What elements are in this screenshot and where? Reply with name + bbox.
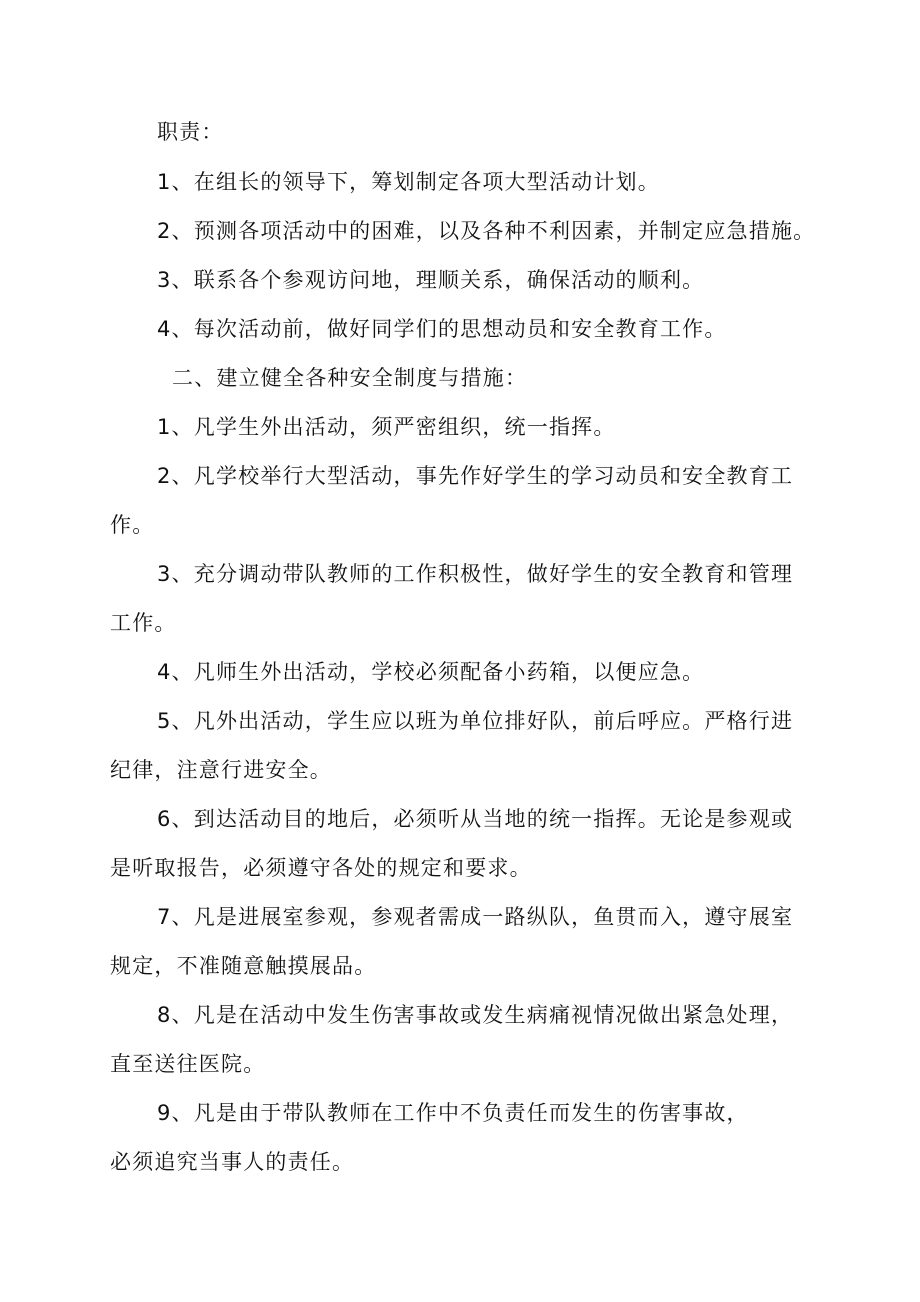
- paragraph-line: 8、凡是在活动中发生伤害事故或发生病痛视情况做出紧急处理，: [157, 1003, 794, 1027]
- paragraph-line: 规定，不准随意触摸展品。: [110, 954, 377, 978]
- paragraph-line: 3、联系各个参观访问地，理顺关系，确保活动的顺利。: [157, 268, 705, 292]
- paragraph-line: 1、在组长的领导下，筹划制定各项大型活动计划。: [157, 170, 660, 194]
- paragraph-line: 直至送往医院。: [110, 1052, 266, 1076]
- paragraph-line: 是听取报告，必须遵守各处的规定和要求。: [110, 856, 532, 880]
- paragraph-line: 4、每次活动前，做好同学们的思想动员和安全教育工作。: [157, 317, 727, 341]
- section-heading-duties: 职责：: [157, 120, 224, 144]
- paragraph-line: 4、凡师生外出活动，学校必须配备小药箱，以便应急。: [157, 660, 705, 684]
- paragraph-line: 7、凡是进展室参观，参观者需成一路纵队，鱼贯而入，遵守展室: [157, 905, 794, 929]
- paragraph-line: 必须追究当事人的责任。: [110, 1150, 355, 1174]
- paragraph-line: 作。: [110, 513, 155, 537]
- paragraph-line: 1、凡学生外出活动，须严密组织，统一指挥。: [157, 415, 616, 439]
- paragraph-line: 9、凡是由于带队教师在工作中不负责任而发生的伤害事故，: [157, 1101, 749, 1125]
- paragraph-line: 6、到达活动目的地后，必须听从当地的统一指挥。无论是参观或: [157, 807, 794, 831]
- paragraph-line: 工作。: [110, 611, 177, 635]
- paragraph-line: 3、充分调动带队教师的工作积极性，做好学生的安全教育和管理: [157, 562, 794, 586]
- paragraph-line: 2、凡学校举行大型活动，事先作好学生的学习动员和安全教育工: [157, 464, 794, 488]
- paragraph-line: 2、预测各项活动中的困难，以及各种不利因素，并制定应急措施。: [157, 219, 816, 243]
- paragraph-line: 5、凡外出活动，学生应以班为单位排好队，前后呼应。严格行进: [157, 709, 794, 733]
- section-heading-safety: 二、建立健全各种安全制度与措施：: [172, 366, 528, 390]
- paragraph-line: 纪律，注意行进安全。: [110, 758, 332, 782]
